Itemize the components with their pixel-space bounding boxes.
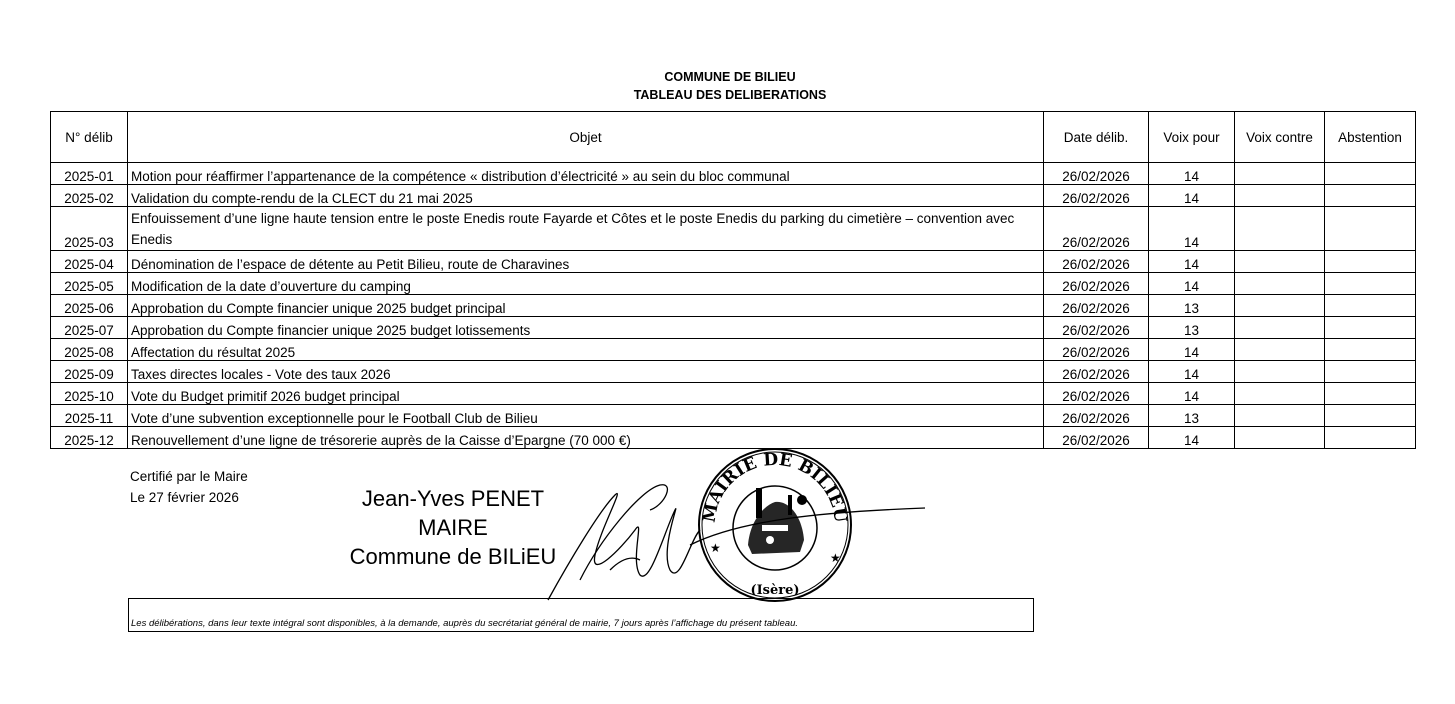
cell-num: 2025-11 [51, 405, 128, 427]
cell-date: 26/02/2026 [1044, 207, 1149, 251]
column-header-abstention: Abstention [1325, 112, 1416, 163]
deliberations-table [50, 111, 1416, 449]
document-title: COMMUNE DE BILIEU [664, 70, 796, 84]
cell-voix-contre [1235, 273, 1325, 295]
cell-voix-contre [1235, 185, 1325, 207]
cell-num: 2025-10 [51, 383, 128, 405]
cell-objet: Taxes directes locales - Vote des taux 2026 [128, 361, 1044, 383]
cell-voix-contre [1235, 317, 1325, 339]
cell-voix-pour: 14 [1149, 427, 1235, 449]
cell-voix-pour: 14 [1149, 383, 1235, 405]
town-hall-seal [690, 440, 860, 610]
seal-bottom-text: (Isère) [750, 583, 800, 598]
cell-num: 2025-09 [51, 361, 128, 383]
table-row [51, 383, 1416, 405]
cell-voix-contre [1235, 163, 1325, 185]
cell-abstention [1325, 361, 1416, 383]
cell-date: 26/02/2026 [1044, 383, 1149, 405]
notice-text: Les délibérations, dans leur texte intégral sont disponibles, à la demande, auprès du secrétariat général de mairie, 7 jours après l’affichage du présent tableau. [131, 618, 798, 629]
seal-star-icon: ★ [710, 541, 721, 555]
cell-date: 26/02/2026 [1044, 163, 1149, 185]
cell-num: 2025-04 [51, 251, 128, 273]
cell-abstention [1325, 163, 1416, 185]
table-row [51, 339, 1416, 361]
cell-abstention [1325, 207, 1416, 251]
cell-abstention [1325, 383, 1416, 405]
cell-date: 26/02/2026 [1044, 251, 1149, 273]
cell-voix-pour: 13 [1149, 317, 1235, 339]
table-row [51, 185, 1416, 207]
certification-block [130, 466, 248, 508]
cell-date: 26/02/2026 [1044, 361, 1149, 383]
cell-date: 26/02/2026 [1044, 339, 1149, 361]
cell-objet: Motion pour réaffirmer l’appartenance de la compétence « distribution d’électricité » au sein du bloc communal [128, 163, 1044, 185]
table-row [51, 163, 1416, 185]
cell-voix-contre [1235, 295, 1325, 317]
certification-date: Le 27 février 2026 [130, 490, 239, 505]
cell-voix-pour: 14 [1149, 163, 1235, 185]
cell-objet: Validation du compte-rendu de la CLECT du 21 mai 2025 [128, 185, 1044, 207]
cell-abstention [1325, 273, 1416, 295]
cell-objet: Dénomination de l’espace de détente au Petit Bilieu, route de Charavines [128, 251, 1044, 273]
table-row [51, 361, 1416, 383]
cell-num: 2025-07 [51, 317, 128, 339]
cell-voix-contre [1235, 251, 1325, 273]
cell-abstention [1325, 317, 1416, 339]
cell-voix-contre [1235, 383, 1325, 405]
table-header-row [51, 112, 1416, 163]
cell-voix-pour: 14 [1149, 185, 1235, 207]
cell-objet: Affectation du résultat 2025 [128, 339, 1044, 361]
cell-abstention [1325, 405, 1416, 427]
column-header-voix-pour: Voix pour [1149, 112, 1235, 163]
column-header-voix-contre: Voix contre [1235, 112, 1325, 163]
mayor-stamp [333, 484, 573, 571]
table-row [51, 405, 1416, 427]
table-row [51, 207, 1416, 251]
cell-abstention [1325, 339, 1416, 361]
mayor-role: MAIRE [418, 515, 488, 540]
cell-voix-contre [1235, 207, 1325, 251]
cell-num: 2025-12 [51, 427, 128, 449]
cell-num: 2025-03 [51, 207, 128, 251]
mayor-commune: Commune de BILiEU [349, 544, 557, 569]
column-header-date: Date délib. [1044, 112, 1149, 163]
cell-num: 2025-05 [51, 273, 128, 295]
cell-date: 26/02/2026 [1044, 273, 1149, 295]
table-row [51, 317, 1416, 339]
cell-abstention [1325, 251, 1416, 273]
table-row [51, 295, 1416, 317]
cell-voix-contre [1235, 405, 1325, 427]
cell-num: 2025-01 [51, 163, 128, 185]
cell-voix-pour: 13 [1149, 405, 1235, 427]
cell-date: 26/02/2026 [1044, 317, 1149, 339]
cell-objet: Vote d’une subvention exceptionnelle pour le Football Club de Bilieu [128, 405, 1044, 427]
document-subtitle: TABLEAU DES DELIBERATIONS [633, 88, 827, 102]
cell-voix-contre [1235, 427, 1325, 449]
table-row [51, 251, 1416, 273]
cell-num: 2025-06 [51, 295, 128, 317]
cell-voix-pour: 14 [1149, 361, 1235, 383]
seal-star-icon: ★ [830, 551, 841, 565]
cell-date: 26/02/2026 [1044, 295, 1149, 317]
cell-objet: Modification de la date d’ouverture du camping [128, 273, 1044, 295]
cell-objet: Vote du Budget primitif 2026 budget principal [128, 383, 1044, 405]
cell-voix-pour: 14 [1149, 207, 1235, 251]
cell-abstention [1325, 427, 1416, 449]
mayor-name: Jean-Yves PENET [361, 486, 545, 511]
certification-line: Certifié par le Maire [130, 469, 248, 484]
cell-objet: Approbation du Compte financier unique 2025 budget principal [128, 295, 1044, 317]
cell-num: 2025-02 [51, 185, 128, 207]
cell-objet: Approbation du Compte financier unique 2025 budget lotissements [128, 317, 1044, 339]
cell-abstention [1325, 295, 1416, 317]
cell-date: 26/02/2026 [1044, 405, 1149, 427]
table-body [51, 163, 1416, 449]
cell-date: 26/02/2026 [1044, 185, 1149, 207]
column-header-objet: Objet [128, 112, 1044, 163]
cell-objet: Renouvellement d’une ligne de trésorerie auprès de la Caisse d’Epargne (70 000 €) [128, 427, 1044, 449]
seal-top-text: MAIRIE DE BILIEU [699, 449, 851, 525]
cell-abstention [1325, 185, 1416, 207]
cell-voix-pour: 14 [1149, 251, 1235, 273]
cell-voix-contre [1235, 339, 1325, 361]
table-row [51, 273, 1416, 295]
availability-notice [128, 598, 1034, 632]
cell-voix-pour: 14 [1149, 273, 1235, 295]
cell-num: 2025-08 [51, 339, 128, 361]
cell-objet: Enfouissement d’une ligne haute tension entre le poste Enedis route Fayarde et Côtes et le poste Enedis du parking du cimetière – convention avec Enedis [128, 207, 1044, 251]
column-header-num: N° délib [51, 112, 128, 163]
document-header [0, 68, 1455, 104]
cell-date: 26/02/2026 [1044, 427, 1149, 449]
cell-voix-pour: 13 [1149, 295, 1235, 317]
cell-voix-pour: 14 [1149, 339, 1235, 361]
cell-voix-contre [1235, 361, 1325, 383]
